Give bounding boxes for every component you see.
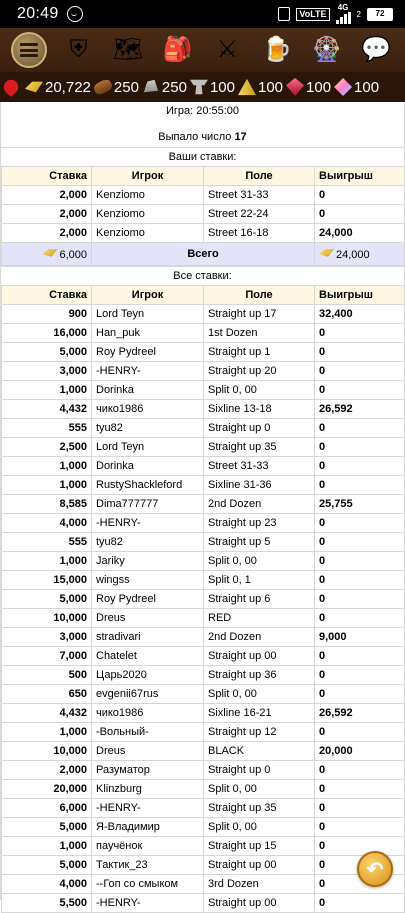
bet-amount: 6,000	[2, 799, 92, 818]
win-amount: 0	[315, 818, 405, 837]
bet-field: Straight up 0	[204, 761, 315, 780]
player-name: -HENRY-	[92, 799, 204, 818]
table-row	[2, 723, 405, 742]
my-bets-total-row	[2, 243, 405, 266]
col-header-amount: Ставка	[2, 286, 92, 305]
table-row	[2, 894, 405, 913]
player-name: паучёнок	[92, 837, 204, 856]
win-amount: 0	[315, 894, 405, 913]
bet-field: Straight up 20	[204, 362, 315, 381]
bet-field: Split 0, 00	[204, 780, 315, 799]
game-time: Игра: 20:55:00	[165, 105, 240, 117]
win-amount: 0	[315, 780, 405, 799]
game-nav-bar	[0, 28, 405, 72]
win-amount: 0	[315, 343, 405, 362]
win-amount: 32,400	[315, 305, 405, 324]
resource-pyramid	[238, 78, 283, 96]
bet-amount: 3,000	[2, 628, 92, 647]
wood-log-icon	[92, 78, 113, 96]
signal-icon	[336, 12, 351, 24]
battery-icon: 72	[367, 8, 393, 21]
bet-field: Sixline 13-18	[204, 400, 315, 419]
bet-amount: 5,000	[2, 343, 92, 362]
win-amount: 0	[315, 609, 405, 628]
win-amount: 0	[315, 533, 405, 552]
wood-value: 250	[113, 78, 139, 96]
resource-gold	[25, 78, 91, 96]
map-scroll-icon[interactable]: 🗺	[112, 36, 144, 63]
win-amount: 0	[315, 723, 405, 742]
col-header-win: Выигрыш	[315, 286, 405, 305]
table-row	[2, 224, 405, 243]
total-win-cell	[315, 243, 405, 266]
bet-amount: 1,000	[2, 723, 92, 742]
table-row	[2, 837, 405, 856]
bet-amount: 650	[2, 685, 92, 704]
iron-value: 250	[161, 78, 187, 96]
col-header-field: Поле	[204, 167, 315, 186]
resource-bar	[0, 72, 405, 102]
bet-field: Split 0, 00	[204, 552, 315, 571]
table-row	[2, 476, 405, 495]
roulette-results-panel	[0, 102, 405, 909]
table-row	[2, 552, 405, 571]
player-name: Dreus	[92, 742, 204, 761]
ruby-icon	[286, 78, 304, 96]
player-name: wingss	[92, 571, 204, 590]
total-amount-cell	[2, 243, 92, 266]
bet-field: Straight up 0	[204, 419, 315, 438]
table-row	[2, 495, 405, 514]
table-row	[2, 666, 405, 685]
bet-amount: 2,000	[2, 186, 92, 205]
table-row	[2, 685, 405, 704]
player-name: Roy Pydreel	[92, 343, 204, 362]
win-amount: 0	[315, 362, 405, 381]
bet-amount: 8,585	[2, 495, 92, 514]
total-amount: 6,000	[59, 248, 87, 261]
bet-amount: 2,000	[2, 224, 92, 243]
col-header-field: Поле	[204, 286, 315, 305]
player-name: tyu82	[92, 533, 204, 552]
win-amount: 0	[315, 419, 405, 438]
bet-field: Street 31-33	[204, 457, 315, 476]
win-amount: 0	[315, 856, 405, 875]
menu-icon[interactable]	[11, 32, 47, 68]
win-amount: 24,000	[315, 224, 405, 243]
bet-amount: 2,500	[2, 438, 92, 457]
col-header-win: Выигрыш	[315, 167, 405, 186]
result-number: 17	[234, 131, 247, 143]
bet-field: Straight up 6	[204, 590, 315, 609]
resource-jewel	[334, 78, 379, 96]
network-type: 4G	[337, 3, 349, 12]
game-result	[1, 128, 404, 147]
player-name: Roy Pydreel	[92, 590, 204, 609]
bet-amount: 555	[2, 419, 92, 438]
total-win: 24,000	[336, 248, 370, 261]
player-name: -HENRY-	[92, 362, 204, 381]
undo-arrow-icon[interactable]: ↶	[357, 851, 393, 887]
table-row	[2, 419, 405, 438]
player-name: -Вольный-	[92, 723, 204, 742]
gold-value: 20,722	[45, 78, 91, 96]
heart-icon	[1, 77, 21, 97]
bet-field: Straight up 36	[204, 666, 315, 685]
table-row	[2, 381, 405, 400]
player-name: RustyShackleford	[92, 476, 204, 495]
bet-amount: 7,000	[2, 647, 92, 666]
my-bets-header-row	[2, 167, 405, 186]
bet-amount: 4,000	[2, 875, 92, 894]
win-amount: 0	[315, 647, 405, 666]
bet-field: Straight up 00	[204, 856, 315, 875]
player-name: -HENRY-	[92, 514, 204, 533]
gold-bar-icon	[25, 78, 43, 96]
player-name: чико1986	[92, 400, 204, 419]
status-bar	[0, 0, 405, 28]
table-row	[2, 647, 405, 666]
all-bets-title: Все ставки:	[1, 266, 404, 285]
resource-iron	[142, 78, 187, 96]
table-row	[2, 305, 405, 324]
bet-field: Straight up 23	[204, 514, 315, 533]
chat-bubble-icon[interactable]: 💬	[361, 36, 392, 63]
vibrate-icon	[278, 7, 290, 21]
sim-number: 2	[356, 9, 361, 19]
bet-field: Split 0, 00	[204, 685, 315, 704]
player-name: evgenii67rus	[92, 685, 204, 704]
bet-amount: 1,000	[2, 457, 92, 476]
all-bets-header-row	[2, 286, 405, 305]
win-amount: 9,000	[315, 628, 405, 647]
bet-field: Split 0, 1	[204, 571, 315, 590]
win-amount: 0	[315, 381, 405, 400]
player-name: Dreus	[92, 609, 204, 628]
bet-field: BLACK	[204, 742, 315, 761]
beer-mug-icon[interactable]: 🍺	[261, 36, 292, 63]
bet-field: Straight up 35	[204, 799, 315, 818]
player-name: Я-Владимир	[92, 818, 204, 837]
bet-amount: 2,000	[2, 761, 92, 780]
bet-amount: 5,000	[2, 818, 92, 837]
player-name: Dorinka	[92, 381, 204, 400]
bet-amount: 5,500	[2, 894, 92, 913]
ruby-value: 100	[306, 78, 332, 96]
bet-amount: 1,000	[2, 381, 92, 400]
resource-wood	[94, 79, 139, 96]
win-amount: 26,592	[315, 704, 405, 723]
my-bets-table	[1, 166, 405, 266]
bet-amount: 16,000	[2, 324, 92, 343]
bet-amount: 3,000	[2, 362, 92, 381]
player-name: Dima777777	[92, 495, 204, 514]
anvil-icon	[190, 78, 208, 96]
win-amount: 0	[315, 590, 405, 609]
backpack-icon[interactable]: 🎒	[162, 36, 193, 63]
bet-field: Sixline 31-36	[204, 476, 315, 495]
bet-field: Split 0, 00	[204, 381, 315, 400]
result-prefix: Выпало число	[158, 131, 232, 143]
win-amount: 0	[315, 799, 405, 818]
win-amount: 0	[315, 685, 405, 704]
player-name: Kenziomo	[92, 224, 204, 243]
bet-field: RED	[204, 609, 315, 628]
table-row	[2, 780, 405, 799]
table-row	[2, 205, 405, 224]
bet-field: 2nd Dozen	[204, 628, 315, 647]
player-name: Kenziomo	[92, 205, 204, 224]
col-header-amount: Ставка	[2, 167, 92, 186]
viber-icon	[67, 6, 83, 22]
win-amount: 0	[315, 457, 405, 476]
table-row	[2, 761, 405, 780]
player-name: --Гоп со смыком	[92, 875, 204, 894]
table-row	[2, 514, 405, 533]
status-time: 20:49	[17, 5, 59, 22]
bet-amount: 4,000	[2, 514, 92, 533]
win-amount: 0	[315, 837, 405, 856]
win-amount: 0	[315, 571, 405, 590]
player-name: stradivari	[92, 628, 204, 647]
win-amount: 25,755	[315, 495, 405, 514]
crossed-swords-icon[interactable]: ⚔	[216, 36, 239, 63]
bet-amount: 10,000	[2, 609, 92, 628]
table-row	[2, 343, 405, 362]
bet-field: Straight up 00	[204, 894, 315, 913]
win-amount: 0	[315, 666, 405, 685]
bet-amount: 555	[2, 533, 92, 552]
table-row	[2, 628, 405, 647]
jewel-value: 100	[354, 78, 380, 96]
bet-field: 1st Dozen	[204, 324, 315, 343]
player-name: Jariky	[92, 552, 204, 571]
bet-field: Straight up 35	[204, 438, 315, 457]
bet-amount: 20,000	[2, 780, 92, 799]
win-amount: 20,000	[315, 742, 405, 761]
bet-field: Straight up 17	[204, 305, 315, 324]
table-row	[2, 571, 405, 590]
bet-field: 2nd Dozen	[204, 495, 315, 514]
bet-amount: 500	[2, 666, 92, 685]
player-name: Kenziomo	[92, 186, 204, 205]
player-name: tyu82	[92, 419, 204, 438]
win-amount: 0	[315, 552, 405, 571]
win-amount: 0	[315, 476, 405, 495]
win-amount: 0	[315, 761, 405, 780]
player-name: Han_puk	[92, 324, 204, 343]
table-row	[2, 590, 405, 609]
player-name: Chatelet	[92, 647, 204, 666]
bet-amount: 900	[2, 305, 92, 324]
bet-field: Straight up 1	[204, 343, 315, 362]
jewel-icon	[334, 78, 352, 96]
pyramid-icon	[238, 78, 256, 96]
bet-amount: 15,000	[2, 571, 92, 590]
total-label: Всего	[92, 243, 315, 266]
bet-amount: 5,000	[2, 590, 92, 609]
resource-health	[2, 78, 22, 96]
all-bets-table	[1, 285, 405, 913]
table-row	[2, 799, 405, 818]
win-amount: 0	[315, 205, 405, 224]
gold-coin-icon	[42, 248, 57, 259]
col-header-player: Игрок	[92, 286, 204, 305]
table-row	[2, 457, 405, 476]
table-row	[2, 362, 405, 381]
anvil-value: 100	[209, 78, 235, 96]
bet-amount: 5,000	[2, 856, 92, 875]
bet-field: Straight up 5	[204, 533, 315, 552]
player-name: Царь2020	[92, 666, 204, 685]
table-row	[2, 400, 405, 419]
status-indicators	[278, 4, 393, 24]
pyramid-value: 100	[257, 78, 284, 96]
player-name: Тактик_23	[92, 856, 204, 875]
volte-badge: VoLTE	[296, 8, 329, 21]
table-row	[2, 609, 405, 628]
bet-field: Straight up 00	[204, 647, 315, 666]
col-header-player: Игрок	[92, 167, 204, 186]
table-row	[2, 856, 405, 875]
player-name: Dorinka	[92, 457, 204, 476]
bet-amount: 1,000	[2, 476, 92, 495]
win-amount: 0	[315, 438, 405, 457]
player-name: Klinzburg	[92, 780, 204, 799]
bet-field: Straight up 12	[204, 723, 315, 742]
bet-amount: 1,000	[2, 837, 92, 856]
resource-anvil	[190, 78, 235, 96]
resource-ruby	[286, 78, 331, 96]
win-amount: 26,592	[315, 400, 405, 419]
table-row	[2, 704, 405, 723]
player-name: Разуматор	[92, 761, 204, 780]
win-amount: 0	[315, 186, 405, 205]
table-row	[2, 875, 405, 894]
bet-field: 3rd Dozen	[204, 875, 315, 894]
table-row	[2, 742, 405, 761]
my-bets-title: Ваши ставки:	[1, 147, 404, 166]
win-amount: 0	[315, 514, 405, 533]
player-name: Lord Teyn	[92, 305, 204, 324]
roulette-icon[interactable]: 🎡	[311, 36, 342, 63]
table-row	[2, 324, 405, 343]
bet-amount: 1,000	[2, 552, 92, 571]
table-row	[2, 533, 405, 552]
table-row	[2, 438, 405, 457]
bet-field: Street 22-24	[204, 205, 315, 224]
bet-amount: 10,000	[2, 742, 92, 761]
bet-amount: 2,000	[2, 205, 92, 224]
bet-amount: 4,432	[2, 400, 92, 419]
bet-field: Split 0, 00	[204, 818, 315, 837]
player-name: -HENRY-	[92, 894, 204, 913]
gold-coin-icon	[319, 248, 334, 259]
bet-field: Street 16-18	[204, 224, 315, 243]
bet-field: Straight up 15	[204, 837, 315, 856]
knight-helmet-icon[interactable]: ⛨	[69, 36, 88, 63]
player-name: чико1986	[92, 704, 204, 723]
table-row	[2, 818, 405, 837]
iron-ore-icon	[142, 78, 160, 96]
bet-field: Sixline 16-21	[204, 704, 315, 723]
win-amount: 0	[315, 875, 405, 894]
table-row	[2, 186, 405, 205]
player-name: Lord Teyn	[92, 438, 204, 457]
bet-amount: 4,432	[2, 704, 92, 723]
network-indicator	[336, 4, 351, 24]
win-amount: 0	[315, 324, 405, 343]
bet-field: Street 31-33	[204, 186, 315, 205]
